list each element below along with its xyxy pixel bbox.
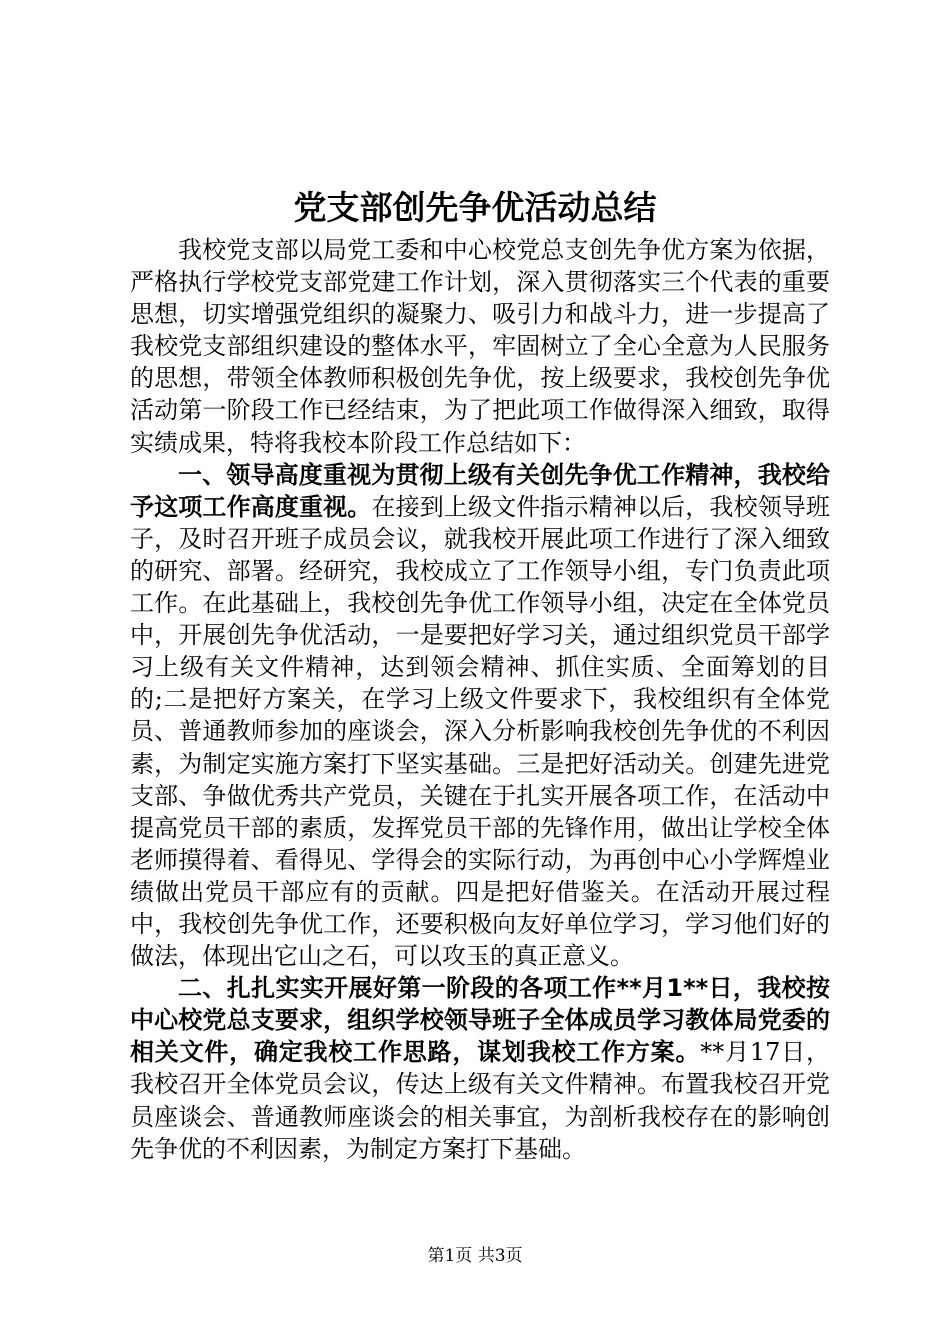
page-number-footer: 第1页 共3页	[427, 1246, 523, 1266]
section-two-paragraph	[130, 972, 830, 1165]
section-one-heading: 一、领导高度重视为贯彻上级有关创先争优工作精神，我校给予这项工作高度重视。	[130, 460, 830, 521]
intro-paragraph	[130, 234, 830, 459]
section-one-paragraph	[130, 459, 830, 973]
document-title: 党支部创先争优活动总结	[293, 188, 657, 227]
document-body	[130, 234, 830, 1165]
paragraph-text: **月17日，我校召开全体党员会议，传达上级有关文件精神。布置我校召开党员座谈会、普通教师座谈会的相关事宜，为剖析我校存在的影响创先争优的不利因素，为制定方案打下基础。	[130, 1038, 830, 1163]
paragraph-text: 我校党支部以局党工委和中心校党总支创先争优方案为依据，严格执行学校党支部党建工作计划，深入贯彻落实三个代表的重要思想，切实增强党组织的凝聚力、吸引力和战斗力，进一步提高了我校党支部组织建设的整体水平，牢固树立了全心全意为人民服务的思想，带领全体教师积极创先争优，按上级要求，我校创先争优活动第一阶段工作已经结束，为了把此项工作做得深入细致，取得实绩成果，特将我校本阶段工作总结如下：	[130, 236, 830, 457]
section-two-heading: 二、扎扎实实开展好第一阶段的各项工作**月1**日，我校按中心校党总支要求，组织学校领导班子全体成员学习教体局党委的相关文件，确定我校工作思路，谋划我校工作方案。	[130, 974, 830, 1067]
paragraph-text: 在接到上级文件指示精神以后，我校领导班子，及时召开班子成员会议，就我校开展此项工作进行了深入细致的研究、部署。经研究，我校成立了工作领导小组，专门负责此项工作。在此基础上，我校创先争优工作领导小组，决定在全体党员中，开展创先争优活动，一是要把好学习关，通过组织党员干部学习上级有关文件精神，达到领会精神、抓住实质、全面筹划的目的;二是把好方案关，在学习上级文件要求下，我校组织有全体党员、普通教师参加的座谈会，深入分析影响我校创先争优的不利因素，为制定实施方案打下坚实基础。三是把好活动关。创建先进党支部、争做优秀共产党员，关键在于扎实开展各项工作，在活动中提高党员干部的素质，发挥党员干部的先锋作用，做出让学校全体老师摸得着、看得见、学得会的实际行动，为再创中心小学辉煌业绩做出党员干部应有的贡献。四是把好借鉴关。在活动开展过程中，我校创先争优工作，还要积极向友好单位学习，学习他们好的做法，体现出它山之石，可以攻玉的真正意义。	[130, 492, 831, 971]
